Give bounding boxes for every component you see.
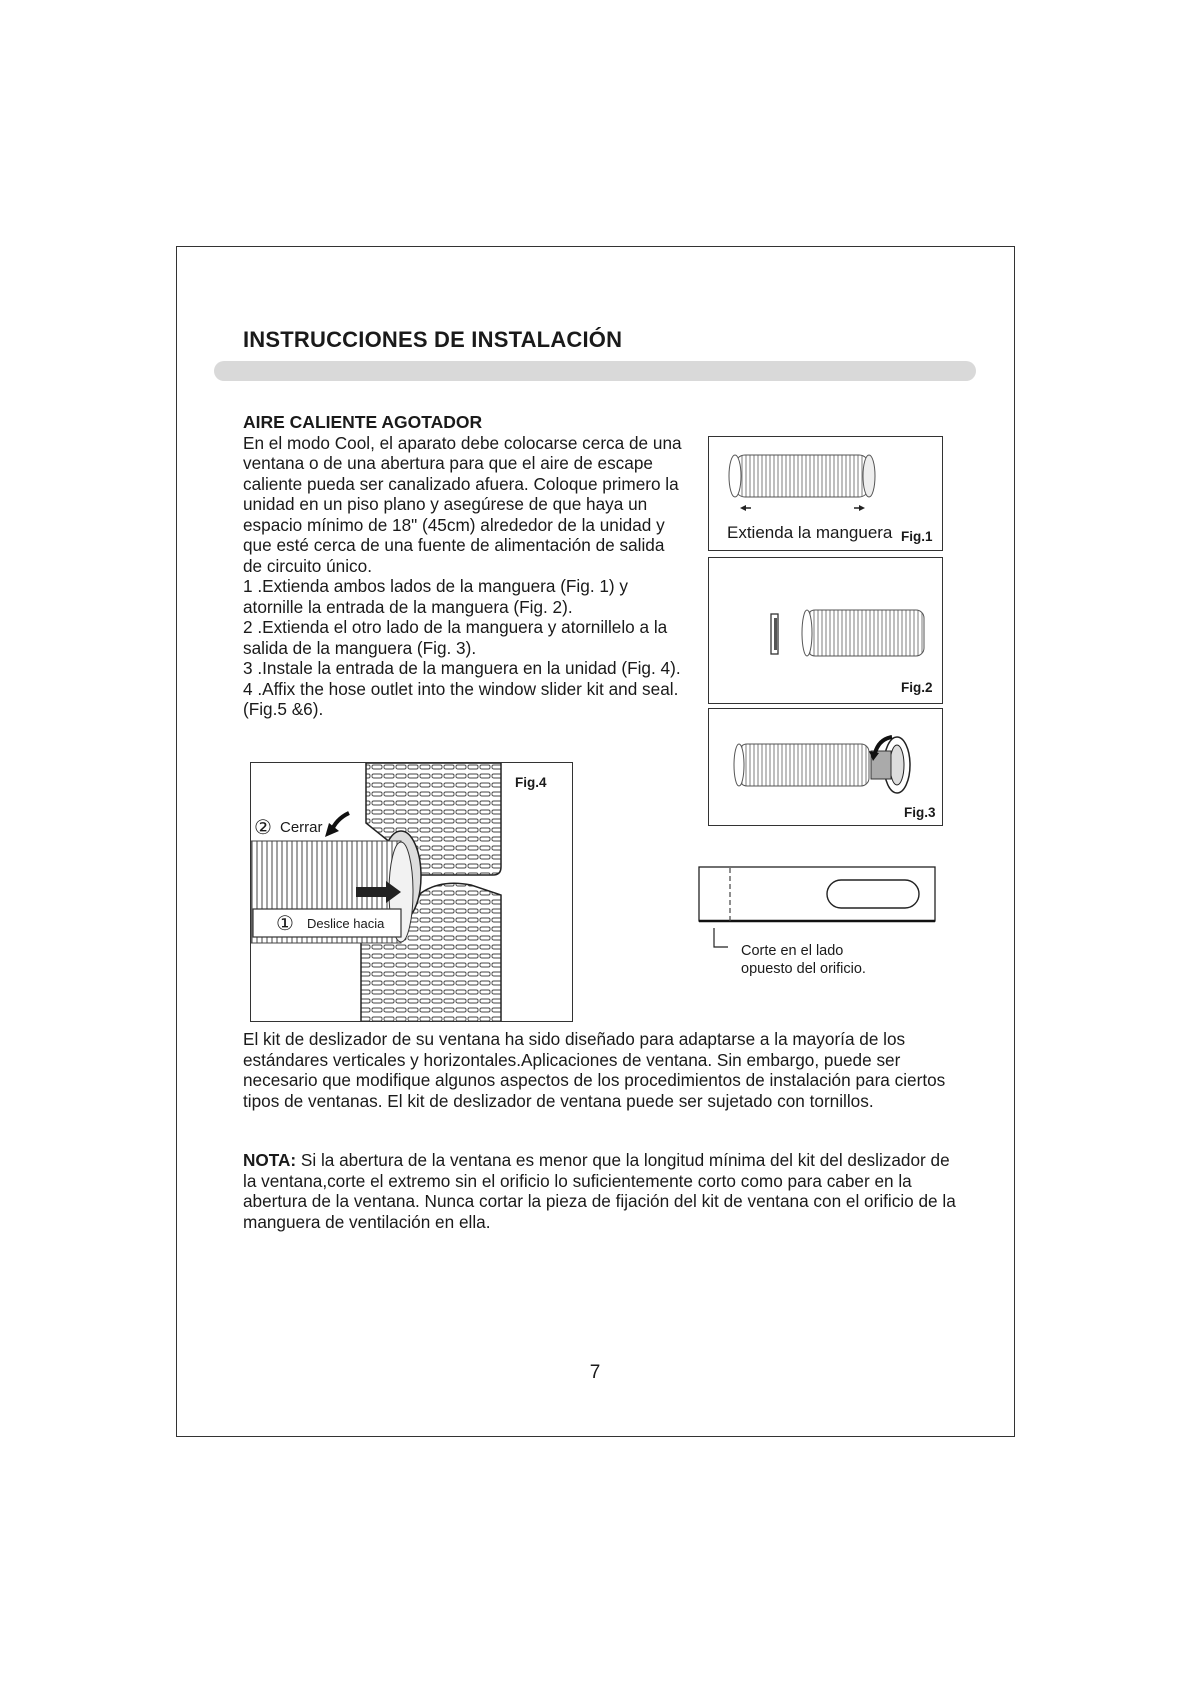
- cut-caption-line-1: Corte en el lado: [741, 943, 844, 959]
- figure-2: [708, 557, 943, 704]
- step-3: 3 .Instale la entrada de la manguera en la unidad (Fig. 4).: [243, 658, 681, 678]
- section-heading: AIRE CALIENTE AGOTADOR: [243, 412, 483, 432]
- cut-caption-line-2: opuesto del orificio.: [741, 961, 866, 977]
- instructions-column: [243, 412, 683, 720]
- cut-instruction-caption: [741, 942, 941, 978]
- window-kit-paragraph: El kit de deslizador de su ventana ha sido diseñado para adaptarse a la mayoría de los estándares verticales y horizontales.Aplicaciones de ventana. Sin embargo, puede ser necesario que modifique algunos aspectos de los procedimientos de instalación para ciertos tipos de ventanas. El kit de deslizador de ventana puede ser sujetado con tornillos.: [243, 1029, 946, 1111]
- page-number: 7: [589, 1362, 601, 1383]
- intro-paragraph: En el modo Cool, el aparato debe colocarse cerca de una ventana o de una abertura para que el aire de escape caliente pueda ser canalizado afuera. Coloque primero la unidad en un piso plano y asegúrese de que haya un espacio mínimo de 18" (45cm) alrededor de la unidad y que esté cerca de una fuente de alimentación de salida de circuito único.: [243, 432, 682, 576]
- fig-2-label: Fig.2: [901, 680, 933, 695]
- fig-3-label: Fig.3: [904, 805, 936, 820]
- fig-1-label: Fig.1: [901, 529, 933, 544]
- figure-1: [708, 436, 943, 551]
- step-1: 1 .Extienda ambos lados de la manguera (Fig. 1) y atornille la entrada de la manguera (Fig. 2).: [243, 576, 629, 617]
- note-body: Si la abertura de la ventana es menor que la longitud mínima del kit del deslizador de la ventana,corte el extremo sin el orificio lo suficientemente corto como para caber en la abertura de la ventana. Nunca cortar la pieza de fijación del kit de ventana con el orificio de la manguera de ventilación en ella.: [243, 1150, 956, 1232]
- step-2: 2 .Extienda el otro lado de la manguera y atornillelo a la salida de la manguera (Fig. 3).: [243, 617, 668, 658]
- step-4: 4 .Affix the hose outlet into the window slider kit and seal. (Fig.5 &6).: [243, 678, 679, 719]
- fig-4-callout-close: Cerrar: [280, 819, 323, 836]
- fig-4-label: Fig.4: [515, 775, 547, 790]
- page-title: INSTRUCCIONES DE INSTALACIÓN: [243, 327, 623, 352]
- figure-4: [250, 762, 573, 1022]
- fig-4-callout-slide: Deslice hacia: [307, 916, 385, 931]
- step-slide-number: ①: [276, 913, 294, 935]
- note-paragraph: [243, 1150, 963, 1232]
- figure-3: [708, 708, 943, 826]
- fig-1-caption: Extienda la manguera: [727, 523, 893, 542]
- step-close-number: ②: [254, 817, 272, 839]
- unit-installation-illustration: [251, 763, 573, 1022]
- title-underline-bar: [214, 361, 976, 381]
- note-label: NOTA:: [243, 1150, 297, 1170]
